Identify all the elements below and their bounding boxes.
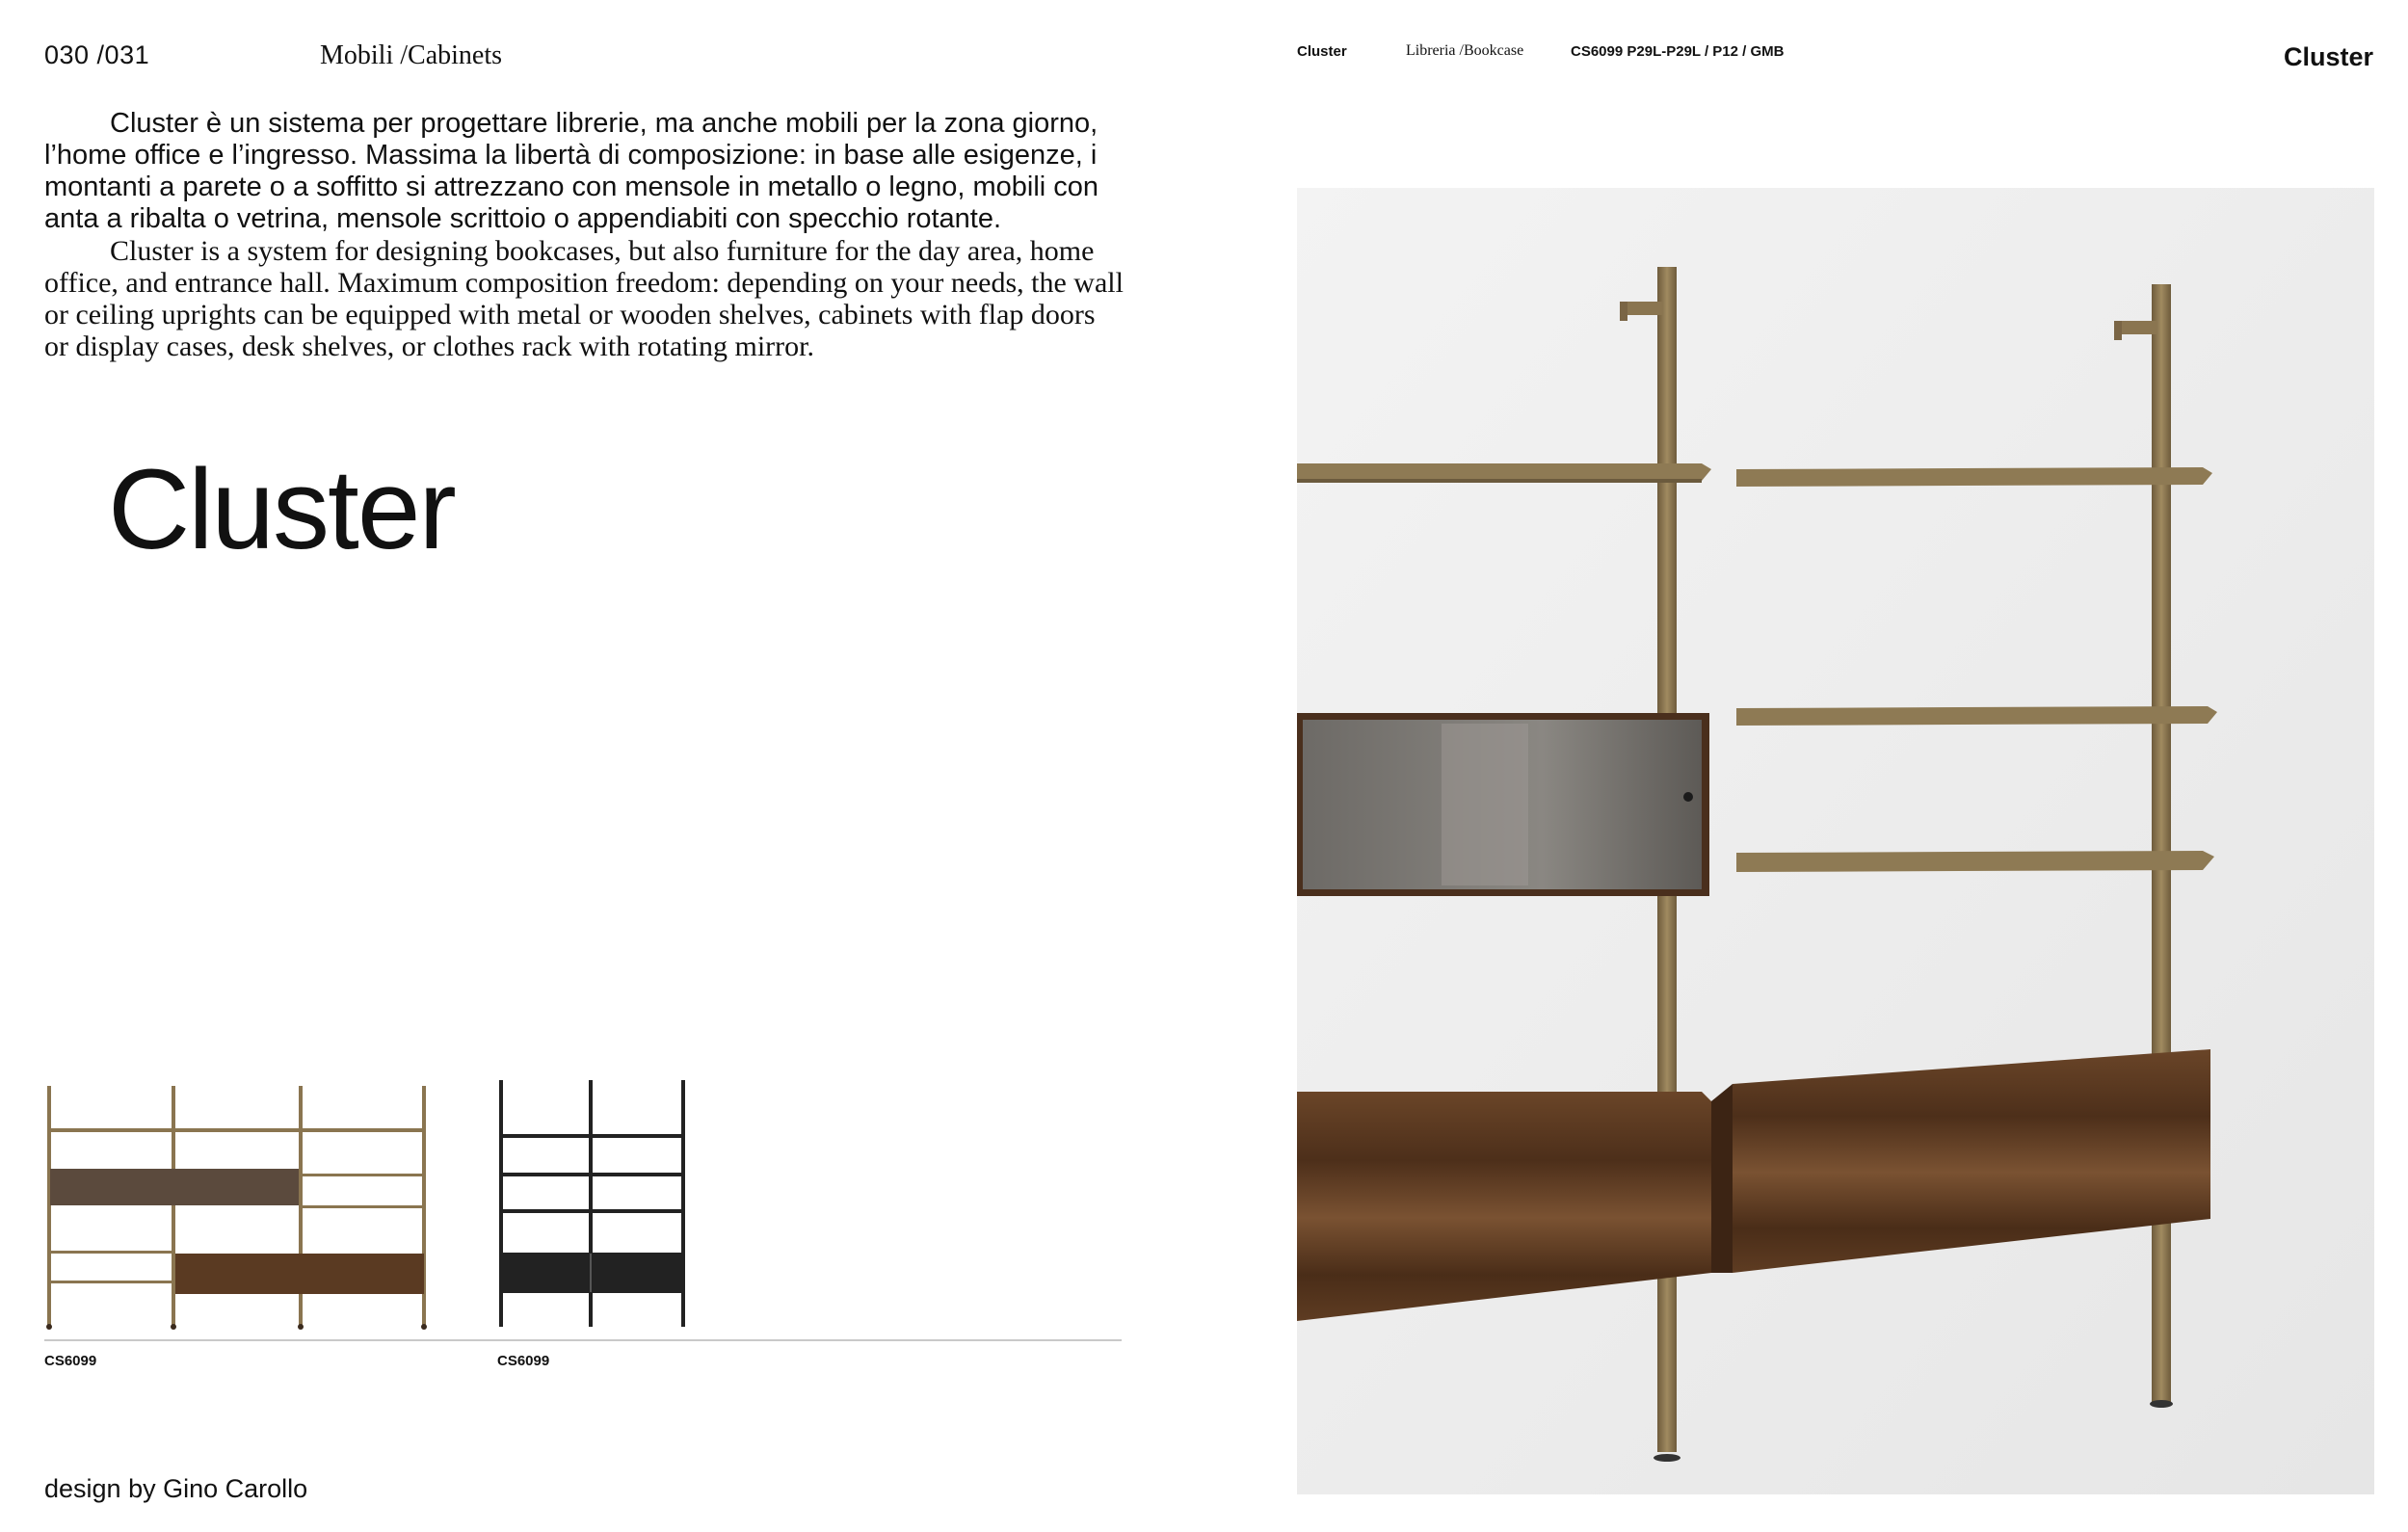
header-brand: Cluster (2283, 42, 2373, 71)
page-number: 030 /031 (44, 40, 150, 69)
thumbnail-caption: CS6099 (44, 1353, 97, 1369)
header-product-code: CS6099 P29L-P29L / P12 / GMB (1571, 43, 1785, 60)
thumbnail-black-composition (493, 1074, 705, 1336)
intro-text (44, 108, 1124, 362)
thumbnail-caption: CS6099 (497, 1353, 550, 1369)
header-category: Libreria /Bookcase (1406, 42, 1524, 59)
intro-italian: Cluster è un sistema per progettare librerie, ma anche mobili per la zona giorno, l’home office e l’ingresso. Massima la libertà di composizione: in base alle esigenze, i montanti a parete o a soffitto si attrezzano con mensole in metallo o legno, mobili con anta a ribalta o vetrina, mensole scrittoio o appendiabiti con specchio rotante. (44, 108, 1099, 234)
divider (44, 1339, 1122, 1341)
header-product-name: Cluster (1297, 43, 1347, 60)
section-label: Mobili /Cabinets (320, 40, 502, 70)
product-photo (1297, 188, 2374, 1494)
intro-english: Cluster is a system for designing bookcases, but also furniture for the day area, home office, and entrance hall. Maximum composition freedom: depending on your needs, the wall or ceiling uprights can be equipped with metal or wooden shelves, cabinets with flap doors or display cases, desk shelves, or clothes rack with rotating mirror. (44, 235, 1124, 362)
thumbnail-bronze-composition (42, 1074, 437, 1336)
designer-credit: design by Gino Carollo (44, 1474, 308, 1503)
product-title: Cluster (108, 446, 455, 573)
